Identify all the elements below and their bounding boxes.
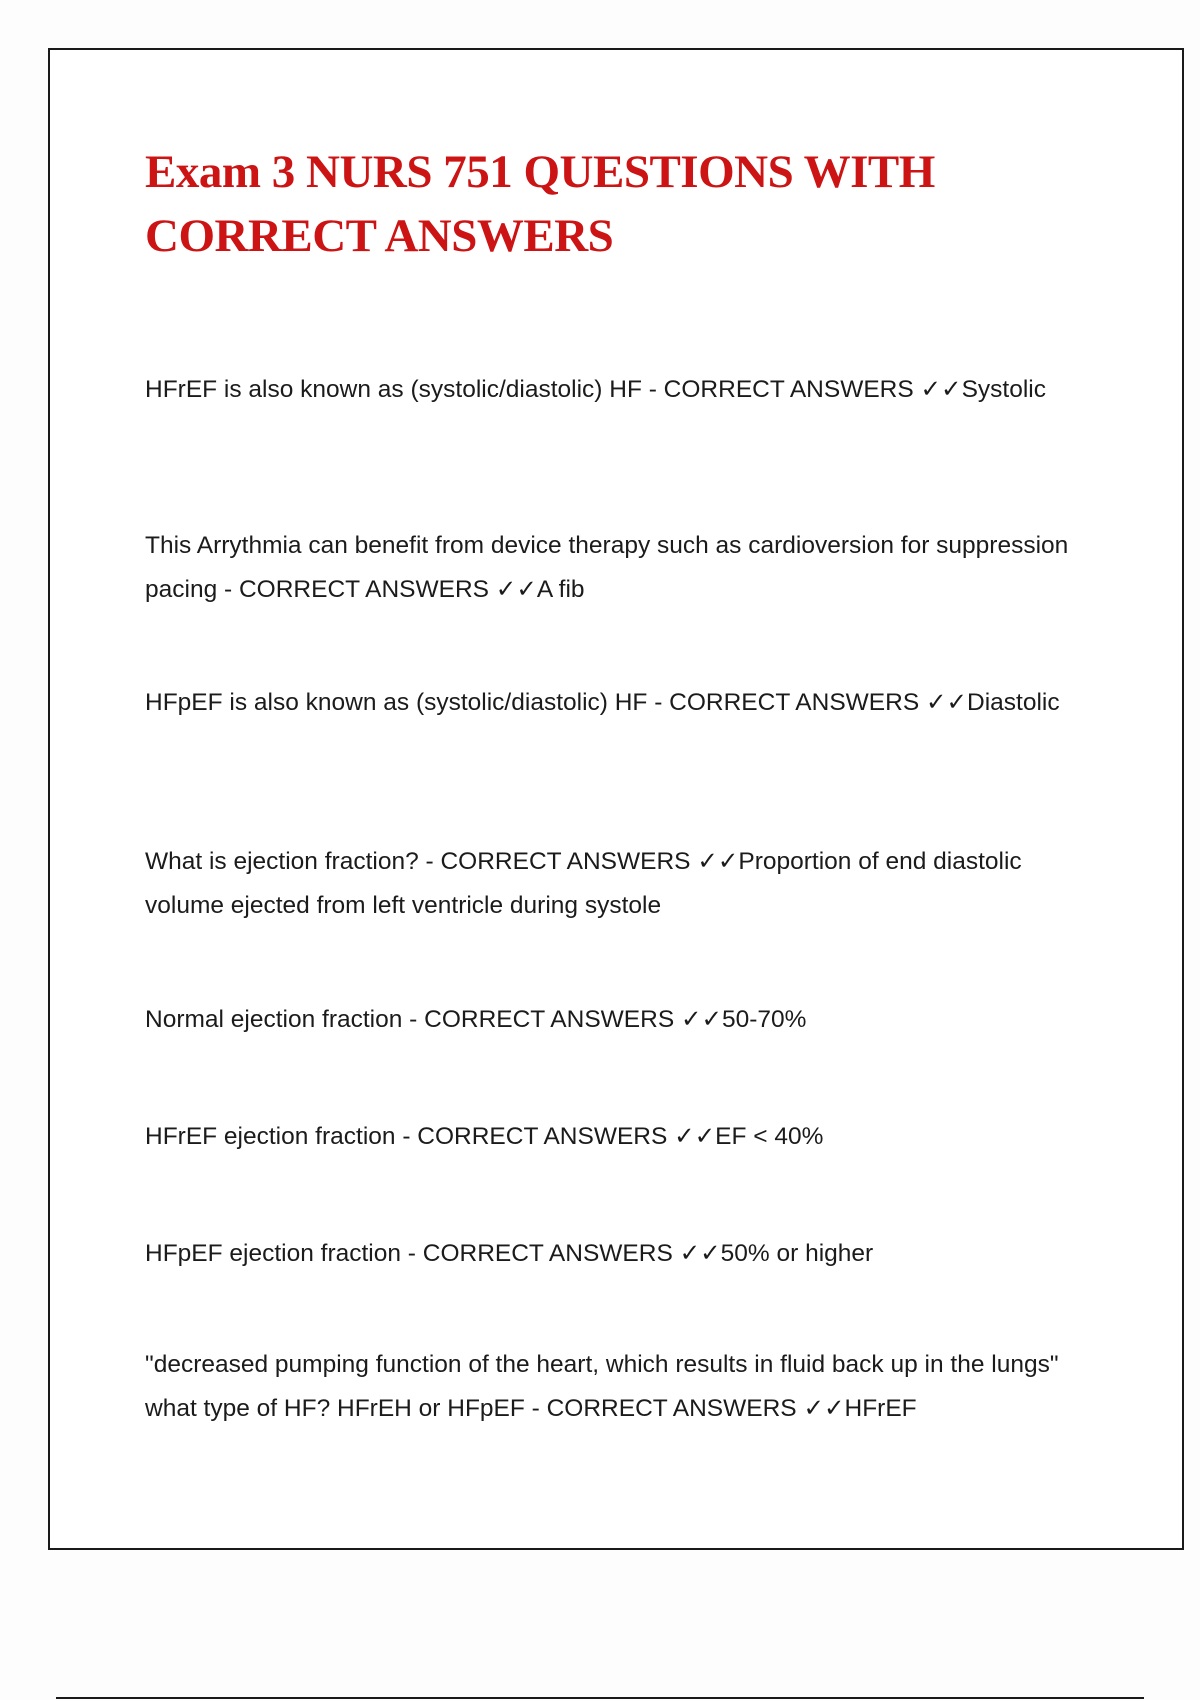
qa-item: "decreased pumping function of the heart, which results in fluid back up in the lungs" what type of HF? HFrEH or HFpEF - CORRECT ANSWERS ✓✓HFrEF (145, 1351, 1059, 1422)
qa-item: Normal ejection fraction - CORRECT ANSWERS ✓✓50-70% (145, 1006, 807, 1033)
qa-item: HFpEF ejection fraction - CORRECT ANSWERS ✓✓50% or higher (145, 1240, 874, 1267)
qa-item: HFrEF ejection fraction - CORRECT ANSWERS ✓✓EF < 40% (145, 1123, 824, 1150)
page-frame (48, 48, 1184, 1550)
qa-item: HFrEF is also known as (systolic/diastolic) HF - CORRECT ANSWERS ✓✓Systolic (145, 376, 1046, 403)
document-title: Exam 3 NURS 751 QUESTIONS WITH CORRECT ANSWERS (145, 146, 935, 262)
qa-item: HFpEF is also known as (systolic/diastolic) HF - CORRECT ANSWERS ✓✓Diastolic (145, 689, 1060, 716)
footer-divider (56, 1697, 1144, 1699)
qa-item: This Arrythmia can benefit from device therapy such as cardioversion for suppression pacing - CORRECT ANSWERS ✓✓A fib (145, 532, 1069, 603)
qa-item: What is ejection fraction? - CORRECT ANSWERS ✓✓Proportion of end diastolic volume ejected from left ventricle during systole (145, 848, 1022, 919)
